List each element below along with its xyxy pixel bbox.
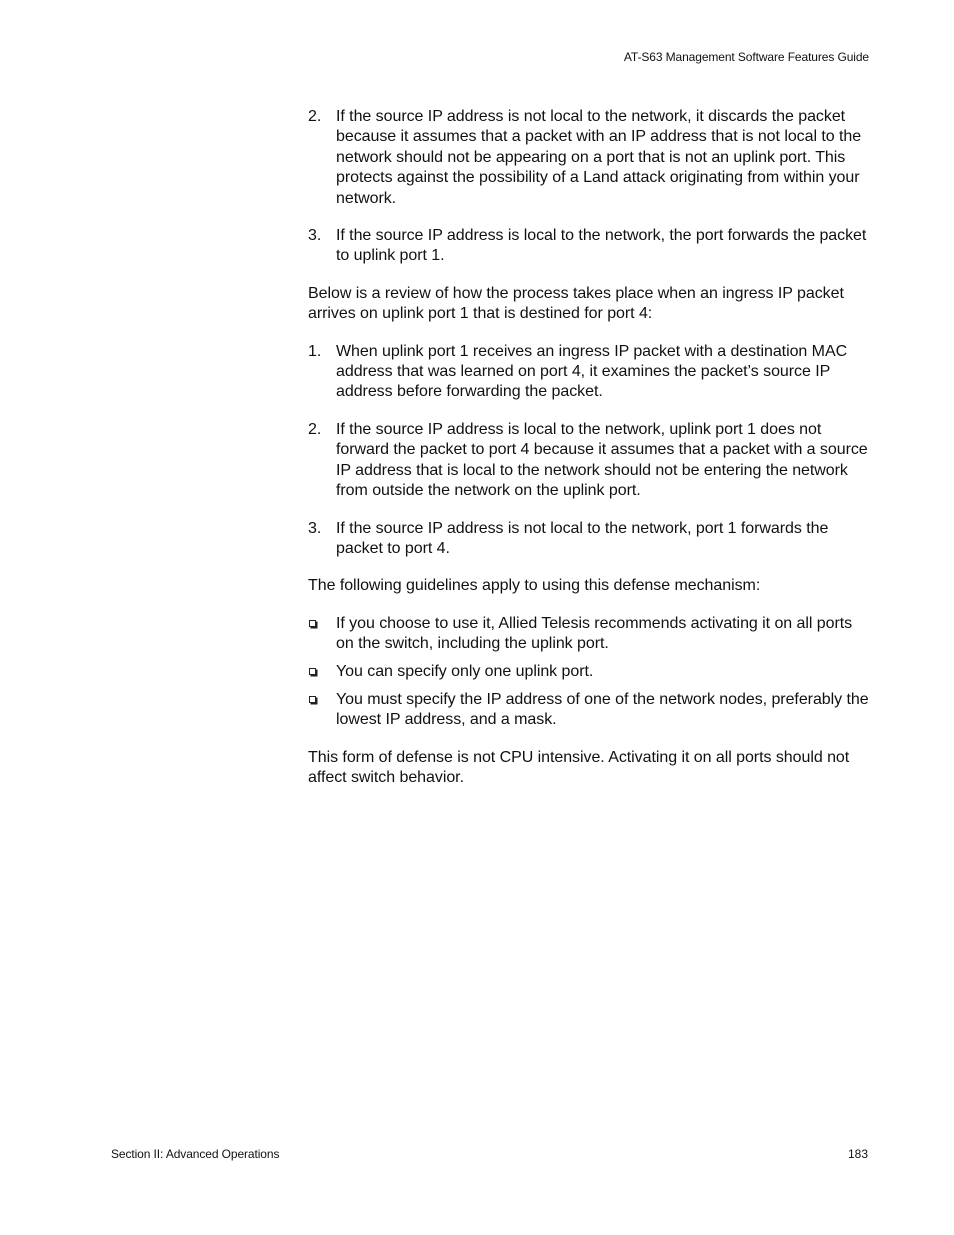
bullet-list-item <box>308 690 870 731</box>
numbered-list-item <box>308 226 870 267</box>
list-item-text: If the source IP address is not local to the network, port 1 forwards the packet to port 4. <box>336 519 829 557</box>
numbered-list-item <box>308 420 870 502</box>
running-header-title: AT-S63 Management Software Features Guide <box>623 50 869 64</box>
bullet-list-item <box>308 662 870 682</box>
numbered-list-item <box>308 519 870 560</box>
bullet-item-text: If you choose to use it, Allied Telesis recommends activating it on all ports on the switch, including the uplink port. <box>336 614 853 653</box>
list-item-text: If the source IP address is local to the network, uplink port 1 does not forward the packet to port 4 because it assumes that a packet with a source IP address that is local to the network should not be entering the network from outside the network on the uplink port. <box>336 420 868 500</box>
paragraph-review: Below is a review of how the process takes place when an ingress IP packet arrives on uplink port 1 that is destined for port 4: <box>308 284 844 323</box>
bullet-item-text: You can specify only one uplink port. <box>336 663 594 681</box>
checkbox-bullet-icon <box>309 668 316 675</box>
footer-page-number: 183 <box>847 1147 868 1161</box>
paragraph-guidelines: The following guidelines apply to using this defense mechanism: <box>308 577 761 595</box>
footer-section-title: Section II: Advanced Operations <box>111 1147 280 1161</box>
list-item-text: If the source IP address is local to the network, the port forwards the packet to uplink port 1. <box>336 227 867 265</box>
numbered-list-item <box>308 342 870 403</box>
list-item-text: When uplink port 1 receives an ingress IP packet with a destination MAC address that was learned on port 4, it examines the packet’s source IP address before forwarding the packet. <box>336 342 848 401</box>
body-content <box>308 107 870 789</box>
list-number: 1. <box>308 342 322 360</box>
list-number: 3. <box>308 519 322 537</box>
list-item-text: If the source IP address is not local to the network, it discards the packet because it assumes that a packet with an IP address that is not local to the network should not be appearing on a port that is not an uplink port. This protects against the possibility of a Land attack originating from within your network. <box>336 108 862 207</box>
bullet-list-item <box>308 614 870 655</box>
list-number: 2. <box>308 420 322 438</box>
checkbox-bullet-icon <box>309 696 316 703</box>
bullet-item-text: You must specify the IP address of one of the network nodes, preferably the lowest IP address, and a mask. <box>336 690 869 729</box>
paragraph-cpu: This form of defense is not CPU intensive. Activating it on all ports should not affect switch behavior. <box>308 748 850 787</box>
numbered-list-item <box>308 107 870 209</box>
checkbox-bullet-icon <box>309 620 316 627</box>
list-number: 2. <box>308 108 322 125</box>
list-number: 3. <box>308 227 322 245</box>
